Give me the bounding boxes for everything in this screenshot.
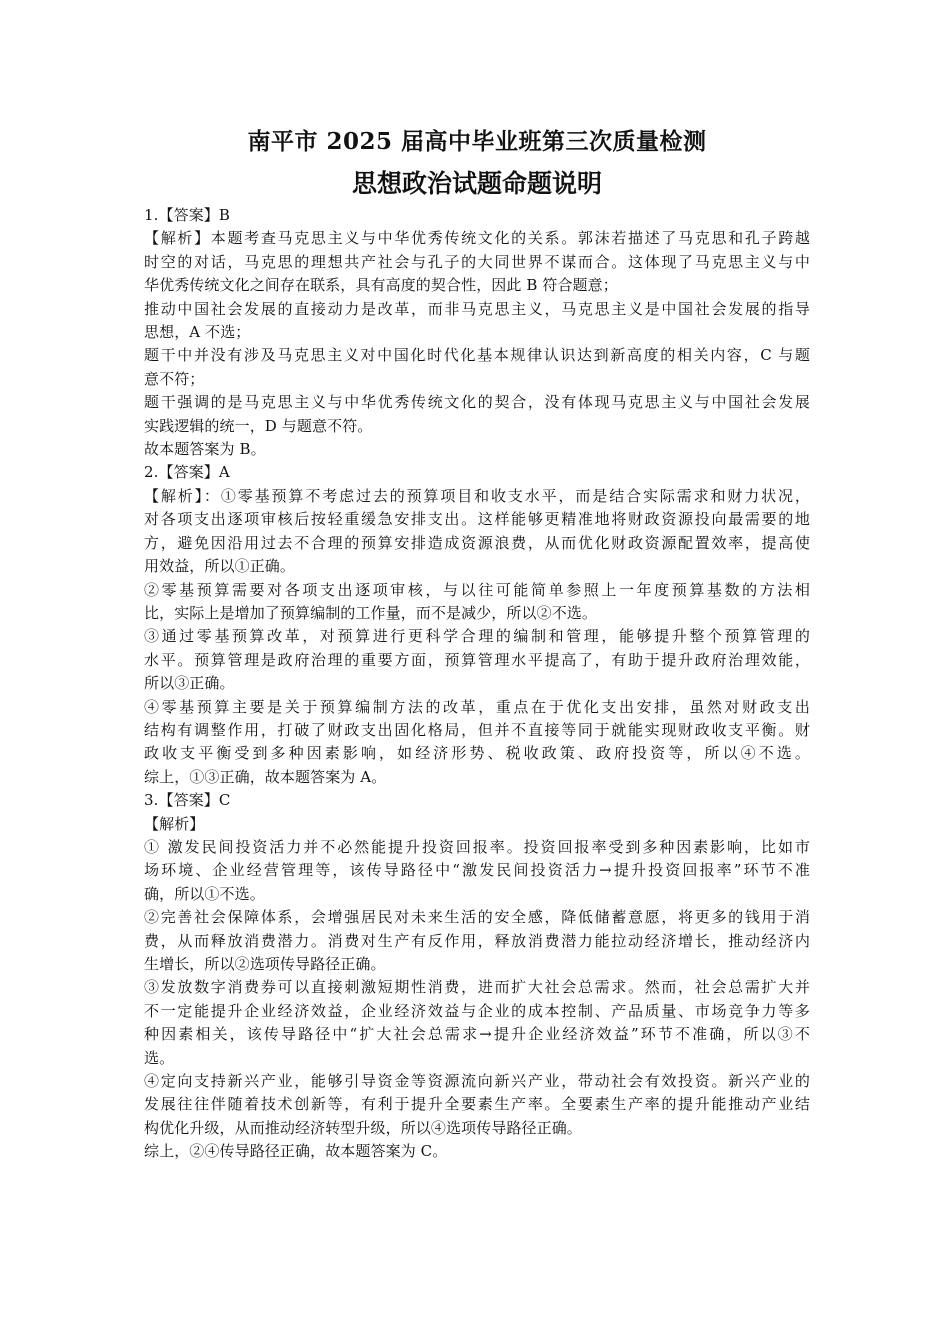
text-line: ②零基预算需要对各项支出逐项审核，与以往可能简单参照上一年度预算基数的方法相 [144, 580, 810, 599]
text-line: ③发放数字消费券可以直接刺激短期性消费，进而扩大社会总需求。然而，社会总需扩大并 [144, 978, 810, 997]
text-line: ④零基预算主要是关于预算编制方法的改革，重点在于优化支出安排，虽然对财政支出 [144, 697, 810, 716]
text-line: 实践逻辑的统一，D 与题意不符。 [144, 416, 373, 435]
text-line: 华优秀传统文化之间存在联系，具有高度的契合性，因此 B 符合题意； [144, 276, 618, 295]
text-line: 确，所以①不选。 [144, 884, 265, 903]
text-line: 方，避免因沿用过去不合理的预算安排造成资源浪费，从而优化财政资源配置效率，提高使 [144, 533, 810, 552]
text-line: 1.【答案】B [144, 206, 231, 224]
text-line: 结构有调整作用，打破了财政支出固化格局，但并不直接等同于就能实现财政收支平衡。财 [144, 720, 810, 739]
text-line: 时空的对话，马克思的理想共产社会与孔子的大同世界不谋而合。这体现了马克思主义与中 [144, 252, 810, 271]
text-line: ④定向支持新兴产业，能够引导资金等资源流向新兴产业，带动社会有效投资。新兴产业的 [144, 1072, 810, 1091]
document-title: 南平市 2025 届高中毕业班第三次质量检测 [247, 128, 707, 155]
text-line: 构优化升级，从而推动经济转型升级，所以④选项传导路径正确。 [144, 1118, 582, 1137]
text-line: 水平。预算管理是政府治理的重要方面，预算管理水平提高了，有助于提升政府治理效能， [144, 650, 810, 669]
text-line: 对各项支出逐项审核后按轻重缓急安排支出。这样能够更精准地将财政资源投向最需要的地 [144, 510, 810, 529]
document-subtitle: 思想政治试题命题说明 [351, 169, 602, 198]
text-line: 发展往往伴随着技术创新等，有利于提升全要素生产率。全要素生产率的提升能推动产业结 [144, 1095, 810, 1114]
text-line: 费，从而释放消费潜力。消费对生产有反作用，释放消费潜力能拉动经济增长，推动经济内 [144, 931, 810, 950]
text-line: 思想，A 不选； [144, 323, 251, 342]
text-line: 比，实际上是增加了预算编制的工作量，而不是减少，所以②不选。 [144, 603, 598, 622]
text-line: 题干中并没有涉及马克思主义对中国化时代化基本规律认识达到新高度的相关内容，C 与题 [144, 346, 810, 365]
text-line: 【解析】本题考查马克思主义与中华优秀传统文化的关系。郭沫若描述了马克思和孔子跨越 [144, 229, 810, 248]
text-line: 题干强调的是马克思主义与中华优秀传统文化的契合，没有体现马克思主义与中国社会发展 [144, 393, 810, 412]
text-line: 综上，①③正确，故本题答案为 A。 [144, 767, 387, 786]
text-line: 不一定能提升企业经济效益，企业经济效益与企业的成本控制、产品质量、市场竞争力等多 [144, 1001, 810, 1020]
text-line: 种因素相关，该传导路径中“扩大社会总需求→提升企业经济效益”环节不准确，所以③不 [144, 1025, 810, 1044]
text-line: 场环境、企业经营管理等，该传导路径中“激发民间投资活力→提升投资回报率”环节不准 [144, 861, 810, 880]
text-line: 政收支平衡受到多种因素影响，如经济形势、税收政策、政府投资等，所以④不选。 [144, 744, 810, 763]
text-line: 2.【答案】A [144, 463, 230, 482]
text-line: 用效益，所以①正确。 [144, 557, 296, 576]
text-line: 【解析】：①零基预算不考虑过去的预算项目和收支水平，而是结合实际需求和财力状况， [144, 486, 810, 505]
text-line: 推动中国社会发展的直接动力是改革，而非马克思主义，马克思主义是中国社会发展的指导 [144, 299, 810, 318]
document-page [144, 124, 810, 1164]
text-line: 故本题答案为 B。 [144, 440, 266, 459]
text-line: 选。 [144, 1048, 175, 1067]
text-line: 所以③正确。 [144, 674, 235, 693]
text-line: 3.【答案】C [144, 791, 231, 810]
text-line: 【解析】 [144, 814, 205, 833]
text-line: 意不符； [144, 369, 205, 388]
text-line: 生增长，所以②选项传导路径正确。 [144, 955, 386, 973]
text-line: ① 激发民间投资活力并不必然能提升投资回报率。投资回报率受到多种因素影响，比如市 [144, 837, 810, 856]
text-line: ③通过零基预算改革，对预算进行更科学合理的编制和管理，能够提升整个预算管理的 [144, 627, 810, 646]
text-line: ②完善社会保障体系，会增强居民对未来生活的安全感，降低储蓄意愿，将更多的钱用于消 [144, 908, 810, 927]
text-line: 综上，②④传导路径正确，故本题答案为 C。 [144, 1142, 448, 1161]
answer-explanations [144, 204, 810, 1164]
